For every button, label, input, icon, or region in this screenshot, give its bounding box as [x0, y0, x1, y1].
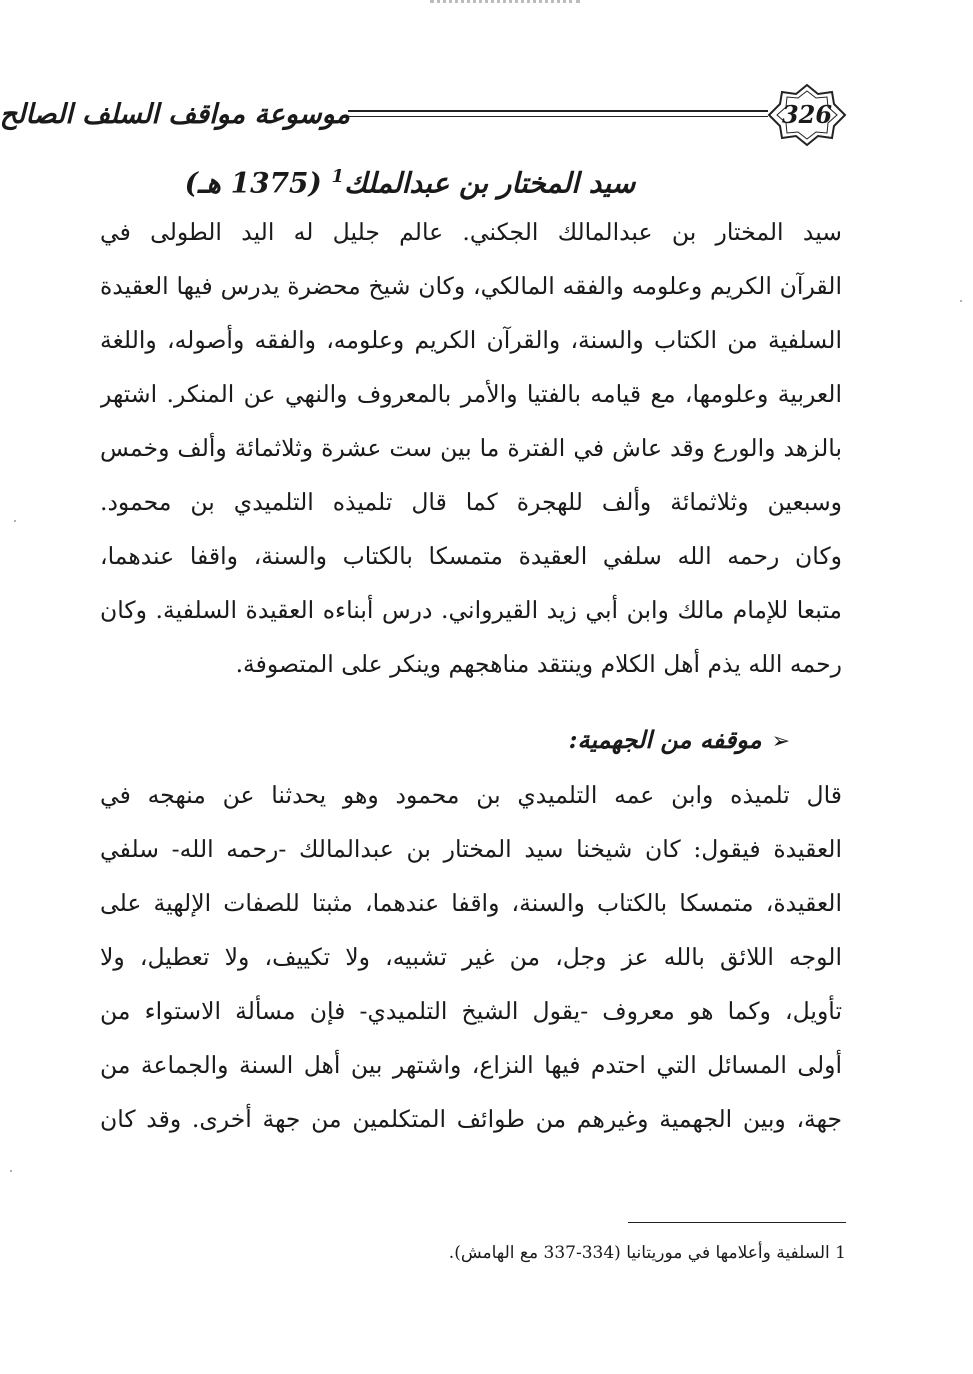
- arrow-bullet-icon: ➢: [771, 729, 790, 754]
- header-rule: [348, 110, 768, 112]
- text-line: العقيدة، متمسكا بالكتاب والسنة، واقفا عندهما، مثبتا للصفات الإلهية على: [100, 889, 842, 917]
- text-line: الوجه اللائق بالله عز وجل، من غير تشبيه، ولا تكييف، ولا تعطيل، ولا: [100, 943, 842, 971]
- bio-paragraph: [100, 205, 842, 691]
- section-heading: [450, 715, 790, 765]
- footnote-text: السلفية وأعلامها في موريتانيا (334-337 مع الهامش).: [448, 1243, 830, 1263]
- page-number-badge: [766, 82, 848, 148]
- series-title: موسوعة مواقف السلف الصالح: [0, 99, 350, 130]
- footnote: [400, 1238, 846, 1268]
- body-paragraph: [100, 768, 842, 1146]
- page-number: 326: [781, 100, 833, 129]
- text-line: القرآن الكريم وعلومه والفقه المالكي، وكان شيخ محضرة يدرس فيها العقيدة: [100, 272, 842, 300]
- page-header: [0, 82, 850, 154]
- text-line: السلفية من الكتاب والسنة، والقرآن الكريم وعلومه، والفقه وأصوله، واللغة: [100, 326, 842, 354]
- footnote-separator: [628, 1222, 846, 1223]
- scan-speck: [10, 1170, 12, 1172]
- text-line: قال تلميذه وابن عمه التلميدي بن محمود وهو يحدثنا عن منهجه في: [100, 781, 842, 809]
- scan-speck: [14, 520, 16, 522]
- entry-name: سيد المختار بن عبدالملك: [344, 166, 636, 200]
- text-line: العربية وعلومها، مع قيامه بالفتيا والأمر بالمعروف والنهي عن المنكر. اشتهر: [100, 380, 842, 408]
- text-line: وكان رحمه الله سلفي العقيدة متمسكا بالكتاب والسنة، واقفا عندهما،: [100, 542, 842, 570]
- section-heading-text: موقفه من الجهمية:: [568, 725, 762, 754]
- text-line: وسبعين وثلاثمائة وألف للهجرة كما قال تلميذه التلميدي بن محمود.: [100, 488, 842, 516]
- text-line: رحمه الله يذم أهل الكلام وينتقد مناهجهم وينكر على المتصوفة.: [235, 650, 842, 678]
- text-line: متبعا للإمام مالك وابن أبي زيد القيرواني. درس أبناءه العقيدة السلفية. وكان: [100, 596, 842, 624]
- text-line: العقيدة فيقول: كان شيخنا سيد المختار بن عبدالمالك -رحمه الله- سلفي: [100, 835, 842, 863]
- text-line: أولى المسائل التي احتدم فيها النزاع، واشتهر بين أهل السنة والجماعة من: [100, 1051, 842, 1079]
- text-line: تأويل، وكما هو معروف -يقول الشيخ التلميدي- فإن مسألة الاستواء من: [100, 997, 842, 1025]
- footnote-number: 1: [835, 1243, 846, 1263]
- entry-year: (1375 هـ): [184, 166, 322, 200]
- text-line: سيد المختار بن عبدالمالك الجكني. عالم جليل له اليد الطولى في: [100, 218, 842, 246]
- header-rule-thin: [348, 116, 768, 117]
- footnote-ref: 1: [331, 166, 345, 187]
- scan-speck: [960, 300, 962, 302]
- text-line: جهة، وبين الجهمية وغيرهم من طوائف المتكلمين من جهة أخرى. وقد كان: [100, 1105, 842, 1133]
- scan-artifact: [430, 0, 580, 9]
- entry-title: [150, 152, 670, 202]
- text-line: بالزهد والورع وقد عاش في الفترة ما بين ست عشرة وثلاثمائة وألف وخمس: [100, 434, 842, 462]
